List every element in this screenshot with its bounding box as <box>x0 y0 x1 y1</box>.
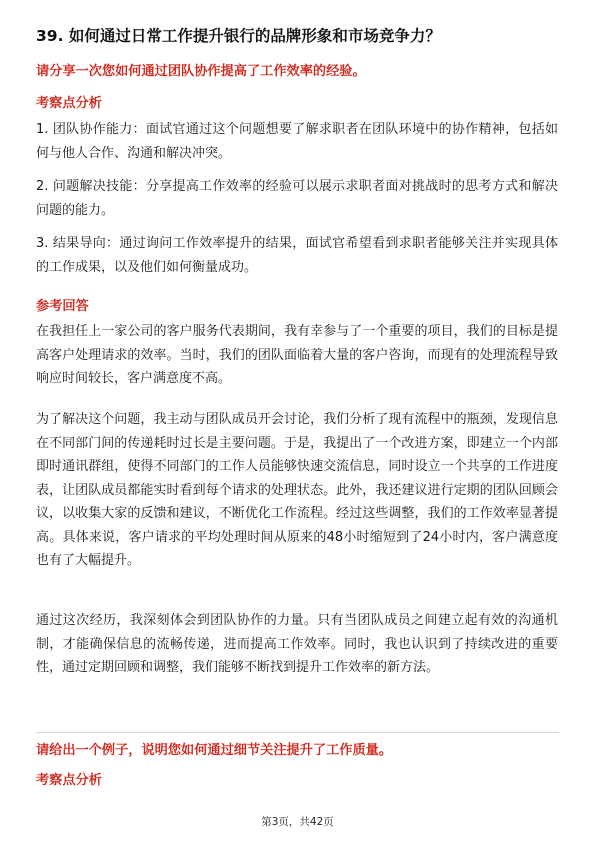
section-divider <box>36 732 559 733</box>
analysis-label-2: 考察点分析 <box>36 773 102 788</box>
analysis-label: 考察点分析 <box>36 96 102 111</box>
page-number: 第3页，共42页 <box>261 816 334 828</box>
analysis-item-3: 3. 结果导向：通过询问工作效率提升的结果，面试官希望看到求职者能够关注并实现具体的工作成果，以及他们如何衡量成功。 <box>36 236 558 275</box>
interview-question-2: 请给出一个例子，说明您如何通过细节关注提升了工作质量。 <box>36 743 393 758</box>
interview-question: 请分享一次您如何通过团队协作提高了工作效率的经验。 <box>36 64 366 79</box>
answer-paragraph-2: 为了解决这个问题，我主动与团队成员开会讨论，我们分析了现有流程中的瓶颈，发现信息在不同部门间的传递耗时过长是主要问题。于是，我提出了一个改进方案，即建立一个内部即时通讯群组，使得不同部门的工作人员能够快速交流信息，同时设立一个共享的工作进度表，让团队成员都能实时看到每个请求的处理状态。此外，我还建议进行定期的团队回顾会议，以收集大家的反馈和建议，不断优化工作流程。经过这些调整，我们的工作效率显著提高。具体来说，客户请求的平均处理时间从原来的48小时缩短到了24小时内，客户满意度也有了大幅提升。 <box>36 412 558 568</box>
answer-paragraph-1: 在我担任上一家公司的客户服务代表期间，我有幸参与了一个重要的项目，我们的目标是提高客户处理请求的效率。当时，我们的团队面临着大量的客户咨询，而现有的处理流程导致响应时间较长，客户满意度不高。 <box>36 324 558 386</box>
answer-label: 参考回答 <box>36 299 89 314</box>
answer-paragraph-3: 通过这次经历，我深刻体会到团队协作的力量。只有当团队成员之间建立起有效的沟通机制，才能确保信息的流畅传递，进而提高工作效率。同时，我也认识到了持续改进的重要性，通过定期回顾和调整，我们能够不断找到提升工作效率的新方法。 <box>36 613 558 675</box>
analysis-item-2: 2. 问题解决技能：分享提高工作效率的经验可以展示求职者面对挑战时的思考方式和解决问题的能力。 <box>36 179 558 218</box>
analysis-item-1: 1. 团队协作能力：面试官通过这个问题想要了解求职者在团队环境中的协作精神，包括如何与他人合作、沟通和解决冲突。 <box>36 122 558 161</box>
question-heading: 39. 如何通过日常工作提升银行的品牌形象和市场竞争力？ <box>36 27 441 45</box>
